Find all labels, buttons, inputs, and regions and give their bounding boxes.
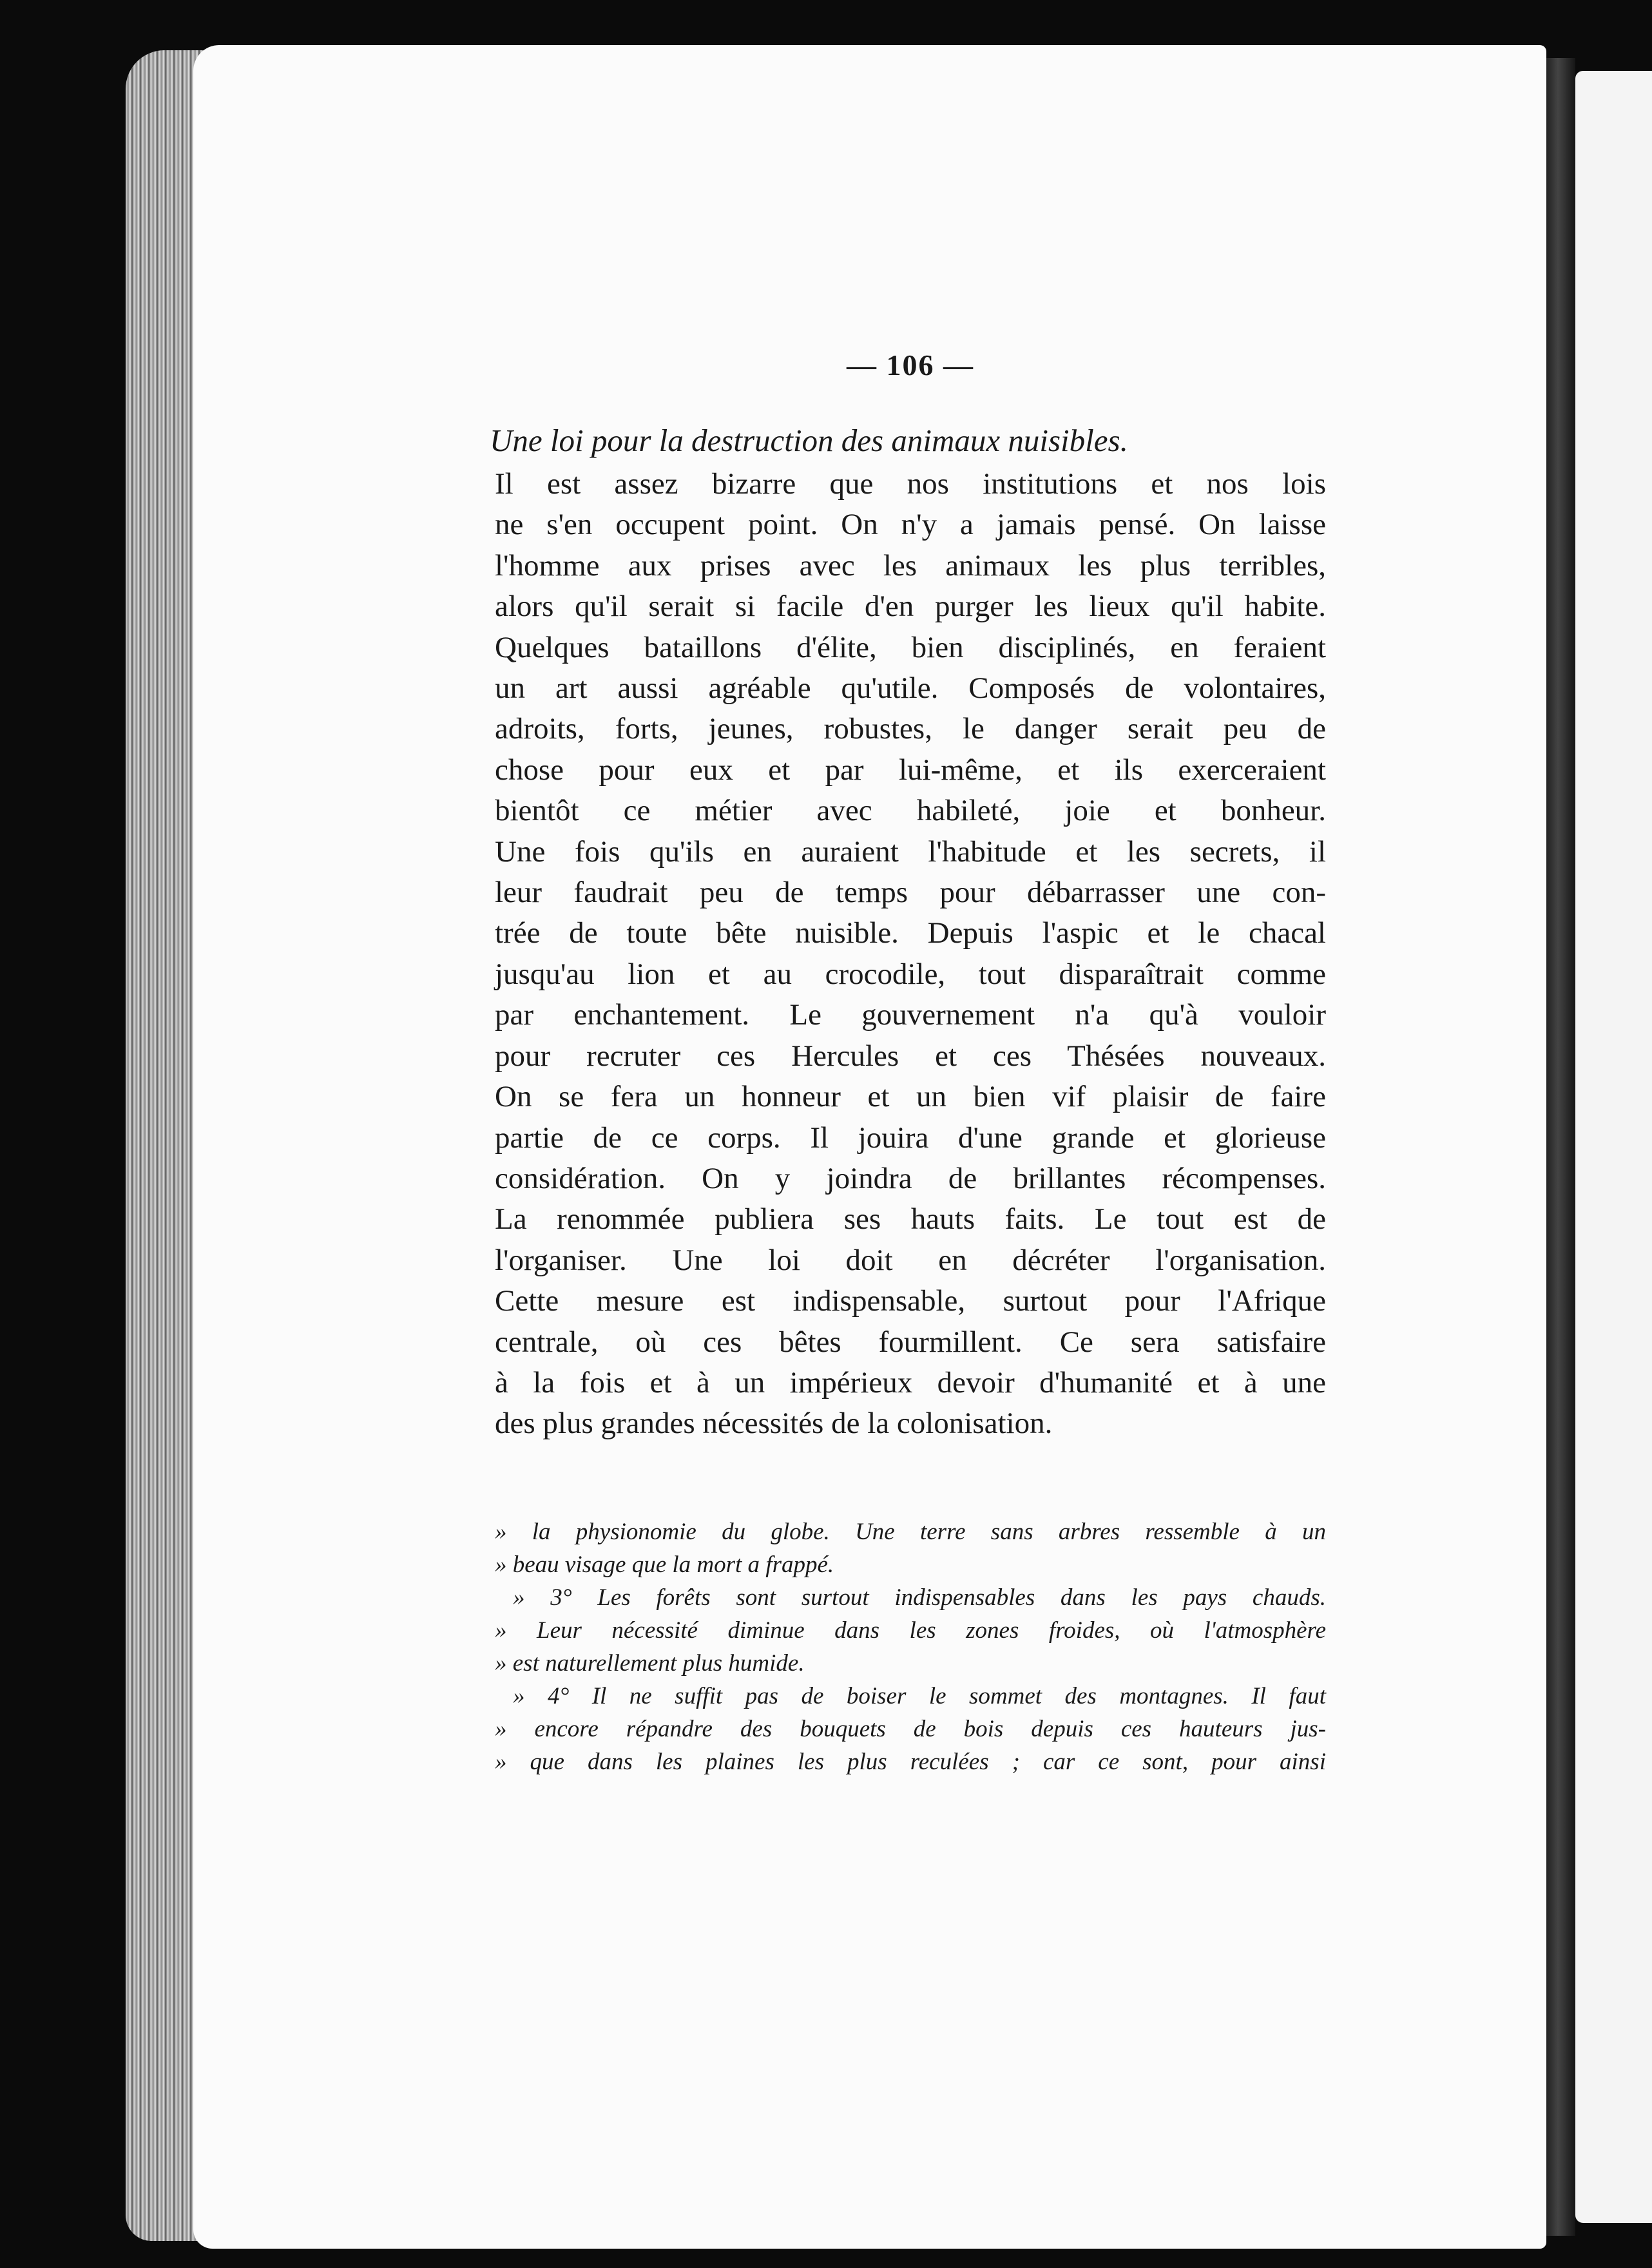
footnote-line: » que dans les plaines les plus reculées ; car ce sont, pour ainsi	[495, 1748, 1326, 1775]
page-number: — 106 —	[847, 349, 974, 381]
section-heading: Une loi pour la destruction des animaux nuisibles.	[490, 423, 1128, 458]
body-line: chose pour eux et par lui-même, et ils exerceraient	[495, 753, 1326, 787]
body-line: Il est assez bizarre que nos institutions et nos lois	[495, 467, 1326, 501]
body-line: Cette mesure est indispensable, surtout pour l'Afrique	[495, 1284, 1326, 1318]
footnote-block	[495, 1515, 1326, 1778]
body-line: par enchantement. Le gouvernement n'a qu'à vouloir	[495, 998, 1326, 1032]
body-line: leur faudrait peu de temps pour débarrasser une con-	[495, 876, 1326, 910]
body-line: alors qu'il serait si facile d'en purger les lieux qu'il habite.	[495, 590, 1326, 624]
footnote-line: » Leur nécessité diminue dans les zones froides, où l'atmosphère	[495, 1617, 1326, 1644]
page-text	[490, 348, 1326, 1778]
body-line: un art aussi agréable qu'utile. Composés de volontaires,	[495, 671, 1326, 706]
body-line: l'organiser. Une loi doit en décréter l'organisation.	[495, 1243, 1326, 1277]
facing-page	[1575, 71, 1652, 2223]
body-paragraph	[495, 464, 1326, 1445]
body-line: jusqu'au lion et au crocodile, tout disparaîtrait comme	[495, 957, 1326, 991]
body-line: La renommée publiera ses hauts faits. Le tout est de	[495, 1202, 1326, 1236]
body-line: trée de toute bête nuisible. Depuis l'aspic et le chacal	[495, 916, 1326, 950]
body-line: l'homme aux prises avec les animaux les plus terribles,	[495, 548, 1326, 582]
footnote-line: » est naturellement plus humide.	[495, 1649, 805, 1677]
footnote-line: » la physionomie du globe. Une terre sans arbres ressemble à un	[495, 1518, 1326, 1545]
footnote-line: » 4° Il ne suffit pas de boiser le sommet des montagnes. Il faut	[513, 1682, 1326, 1709]
footnote-line: » 3° Les forêts sont surtout indispensables dans les pays chauds.	[513, 1584, 1326, 1611]
body-line: On se fera un honneur et un bien vif plaisir de faire	[495, 1080, 1326, 1114]
footnote-line: » beau visage que la mort a frappé.	[495, 1551, 834, 1578]
body-line: adroits, forts, jeunes, robustes, le danger serait peu de	[495, 712, 1326, 746]
body-line: partie de ce corps. Il jouira d'une grande et glorieuse	[495, 1120, 1326, 1155]
body-line: Quelques bataillons d'élite, bien disciplinés, en feraient	[495, 630, 1326, 664]
body-line: pour recruter ces Hercules et ces Thésées nouveaux.	[495, 1039, 1326, 1073]
book-gutter	[1546, 58, 1575, 2236]
body-line: considération. On y joindra de brillantes récompenses.	[495, 1161, 1326, 1195]
footnote-line: » encore répandre des bouquets de bois depuis ces hauteurs jus-	[495, 1715, 1326, 1742]
body-line: centrale, où ces bêtes fourmillent. Ce sera satisfaire	[495, 1325, 1326, 1359]
body-line: des plus grandes nécessités de la colonisation.	[495, 1407, 1053, 1441]
body-line: ne s'en occupent point. On n'y a jamais pensé. On laisse	[495, 508, 1326, 542]
body-line: à la fois et à un impérieux devoir d'humanité et à une	[495, 1365, 1326, 1399]
body-line: Une fois qu'ils en auraient l'habitude et les secrets, il	[495, 834, 1326, 869]
body-line: bientôt ce métier avec habileté, joie et bonheur.	[495, 794, 1326, 828]
